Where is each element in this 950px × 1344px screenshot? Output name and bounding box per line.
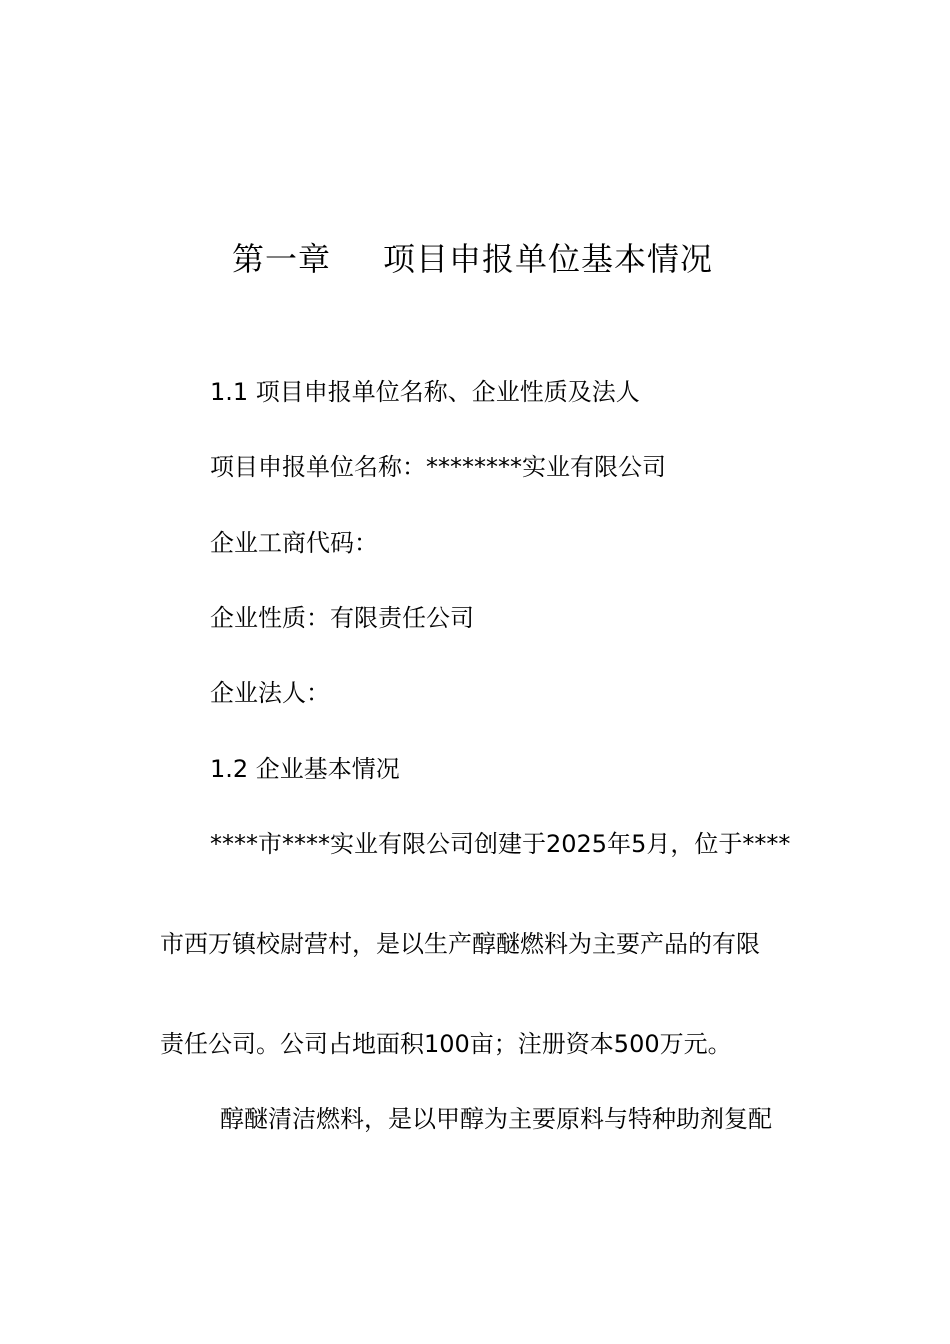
business-code-line: 企业工商代码： xyxy=(210,529,378,557)
chapter-number: 第一章 xyxy=(232,240,332,278)
company-name-line: 项目申报单位名称：********实业有限公司 xyxy=(210,453,666,481)
legal-person-line: 企业法人： xyxy=(210,679,330,707)
section-1-2-heading: 1.2 企业基本情况 xyxy=(210,755,400,783)
paragraph-1-line-2: 市西万镇校尉营村，是以生产醇醚燃料为主要产品的有限 xyxy=(160,930,760,958)
company-nature-line: 企业性质：有限责任公司 xyxy=(210,604,474,632)
paragraph-1-line-1: ****市****实业有限公司创建于2025年5月，位于**** xyxy=(210,830,791,858)
paragraph-2-line-1: 醇醚清洁燃料，是以甲醇为主要原料与特种助剂复配 xyxy=(220,1105,772,1133)
chapter-name: 项目申报单位基本情况 xyxy=(383,240,714,278)
chapter-title xyxy=(232,237,713,281)
paragraph-1-line-3: 责任公司。公司占地面积100亩；注册资本500万元。 xyxy=(160,1030,732,1058)
section-1-1-heading: 1.1 项目申报单位名称、企业性质及法人 xyxy=(210,378,640,406)
